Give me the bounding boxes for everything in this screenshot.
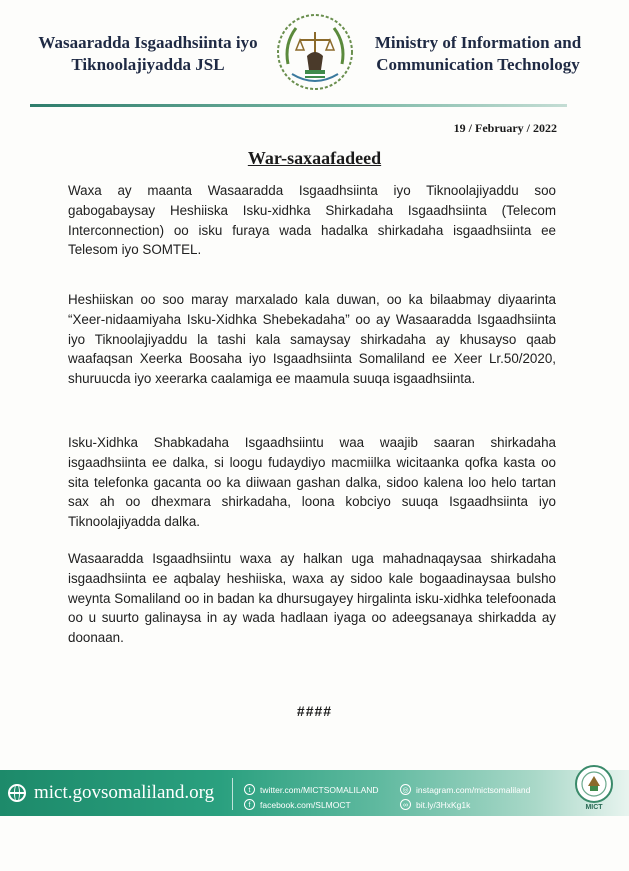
website-text: mict.govsomaliland.org <box>34 782 215 803</box>
link-icon: ∞ <box>400 799 411 810</box>
paragraph-3: Isku-Xidhka Shabkadaha Isgaadhsiintu waa waajib saaran shirkadaha isgaadhsiinta ee dalka, si loogu fudaydiyo macmiilka wicitaanka qofka kasta oo sita telefonka gacanta oo ka diiwaan gashan dalka, sidoo kalena loo helo tartan sax ah oo dhexmara shirkadaha, loona kobciyo suuqa Isgaadhsiinta iyo Tiknoolajiyadda dalka. <box>68 435 556 530</box>
national-emblem-icon <box>274 12 356 92</box>
ministry-name-english-line1: Ministry of Information and <box>374 33 582 52</box>
facebook-icon: f <box>244 799 255 810</box>
twitter-icon: t <box>244 784 255 795</box>
ministry-name-somali-line2: Tiknoolajiyadda JSL <box>71 55 225 74</box>
ministry-name-english <box>364 32 592 76</box>
header-divider <box>30 104 567 107</box>
short-link[interactable] <box>400 799 470 810</box>
ministry-name-english-line2: Communication Technology <box>376 55 580 74</box>
twitter-link[interactable] <box>244 784 379 795</box>
end-marker: #### <box>296 703 333 719</box>
paragraph-1: Waxa ay maanta Wasaaradda Isgaadhsiinta iyo Tiknoolajiyaddu soo gabogabaysay Heshiiska Isku-xidhka Shirkadaha Isgaadhsiinta (Telecom Interconnection) oo isku furaya wada hadalka shirkadaha isgaadhsiinta ee Telesom iyo SOMTEL. <box>68 183 556 258</box>
short-link-text: bit.ly/3HxKg1k <box>416 799 471 810</box>
instagram-link[interactable] <box>400 784 530 795</box>
facebook-text: facebook.com/SLMOCT <box>260 799 351 810</box>
twitter-text: twitter.com/MICTSOMALILAND <box>260 784 379 795</box>
ministry-name-somali <box>28 32 268 76</box>
instagram-icon: ◎ <box>400 784 411 795</box>
mict-logo-label: MICT <box>585 804 603 811</box>
paragraph-2: Heshiiskan oo soo maray marxalado kala duwan, oo ka bilaabmay diyaarinta “Xeer-nidaamiyaha Isku-Xidhka Shebekadaha” oo ay Wasaaradda Isgaadhsiinta iyo Tiknoolajiyaddu la tashi kala samaysay shirkadaha ay khusayso qaab waafaqsan Xeerka Boosaha iyo Isgaadhsiinta Somaliland ee Xeer Lr.50/2020, shuruucda iyo xeerarka caalamiga ee maamula suuqa isgaadhsiinta. <box>68 292 556 387</box>
release-date: 19 / February / 2022 <box>453 121 557 135</box>
globe-icon <box>8 784 26 802</box>
document-title: War-saxaafadeed <box>247 148 382 168</box>
facebook-link[interactable] <box>244 799 351 810</box>
instagram-text: instagram.com/mictsomaliland <box>416 784 531 795</box>
paragraph-4: Wasaaradda Isgaadhsiintu waxa ay halkan uga mahadnaqaysaa shirkadaha isgaadhsiinta ee aqbalay heshiiska, waxa ay sidoo kale bogaadinaysaa bulsho weynta Somaliland oo in badan ka dhursugayey hirgalinta isku-xidhka telefoonada oo u suurto galinaysa in ay wada hadlaan iyaga oo adeegsanaya shirkadda ay doonaan. <box>68 551 556 646</box>
website-link[interactable] <box>8 782 214 804</box>
footer-divider <box>232 778 233 810</box>
ministry-name-somali-line1: Wasaaradda Isgaadhsiinta iyo <box>38 33 258 52</box>
